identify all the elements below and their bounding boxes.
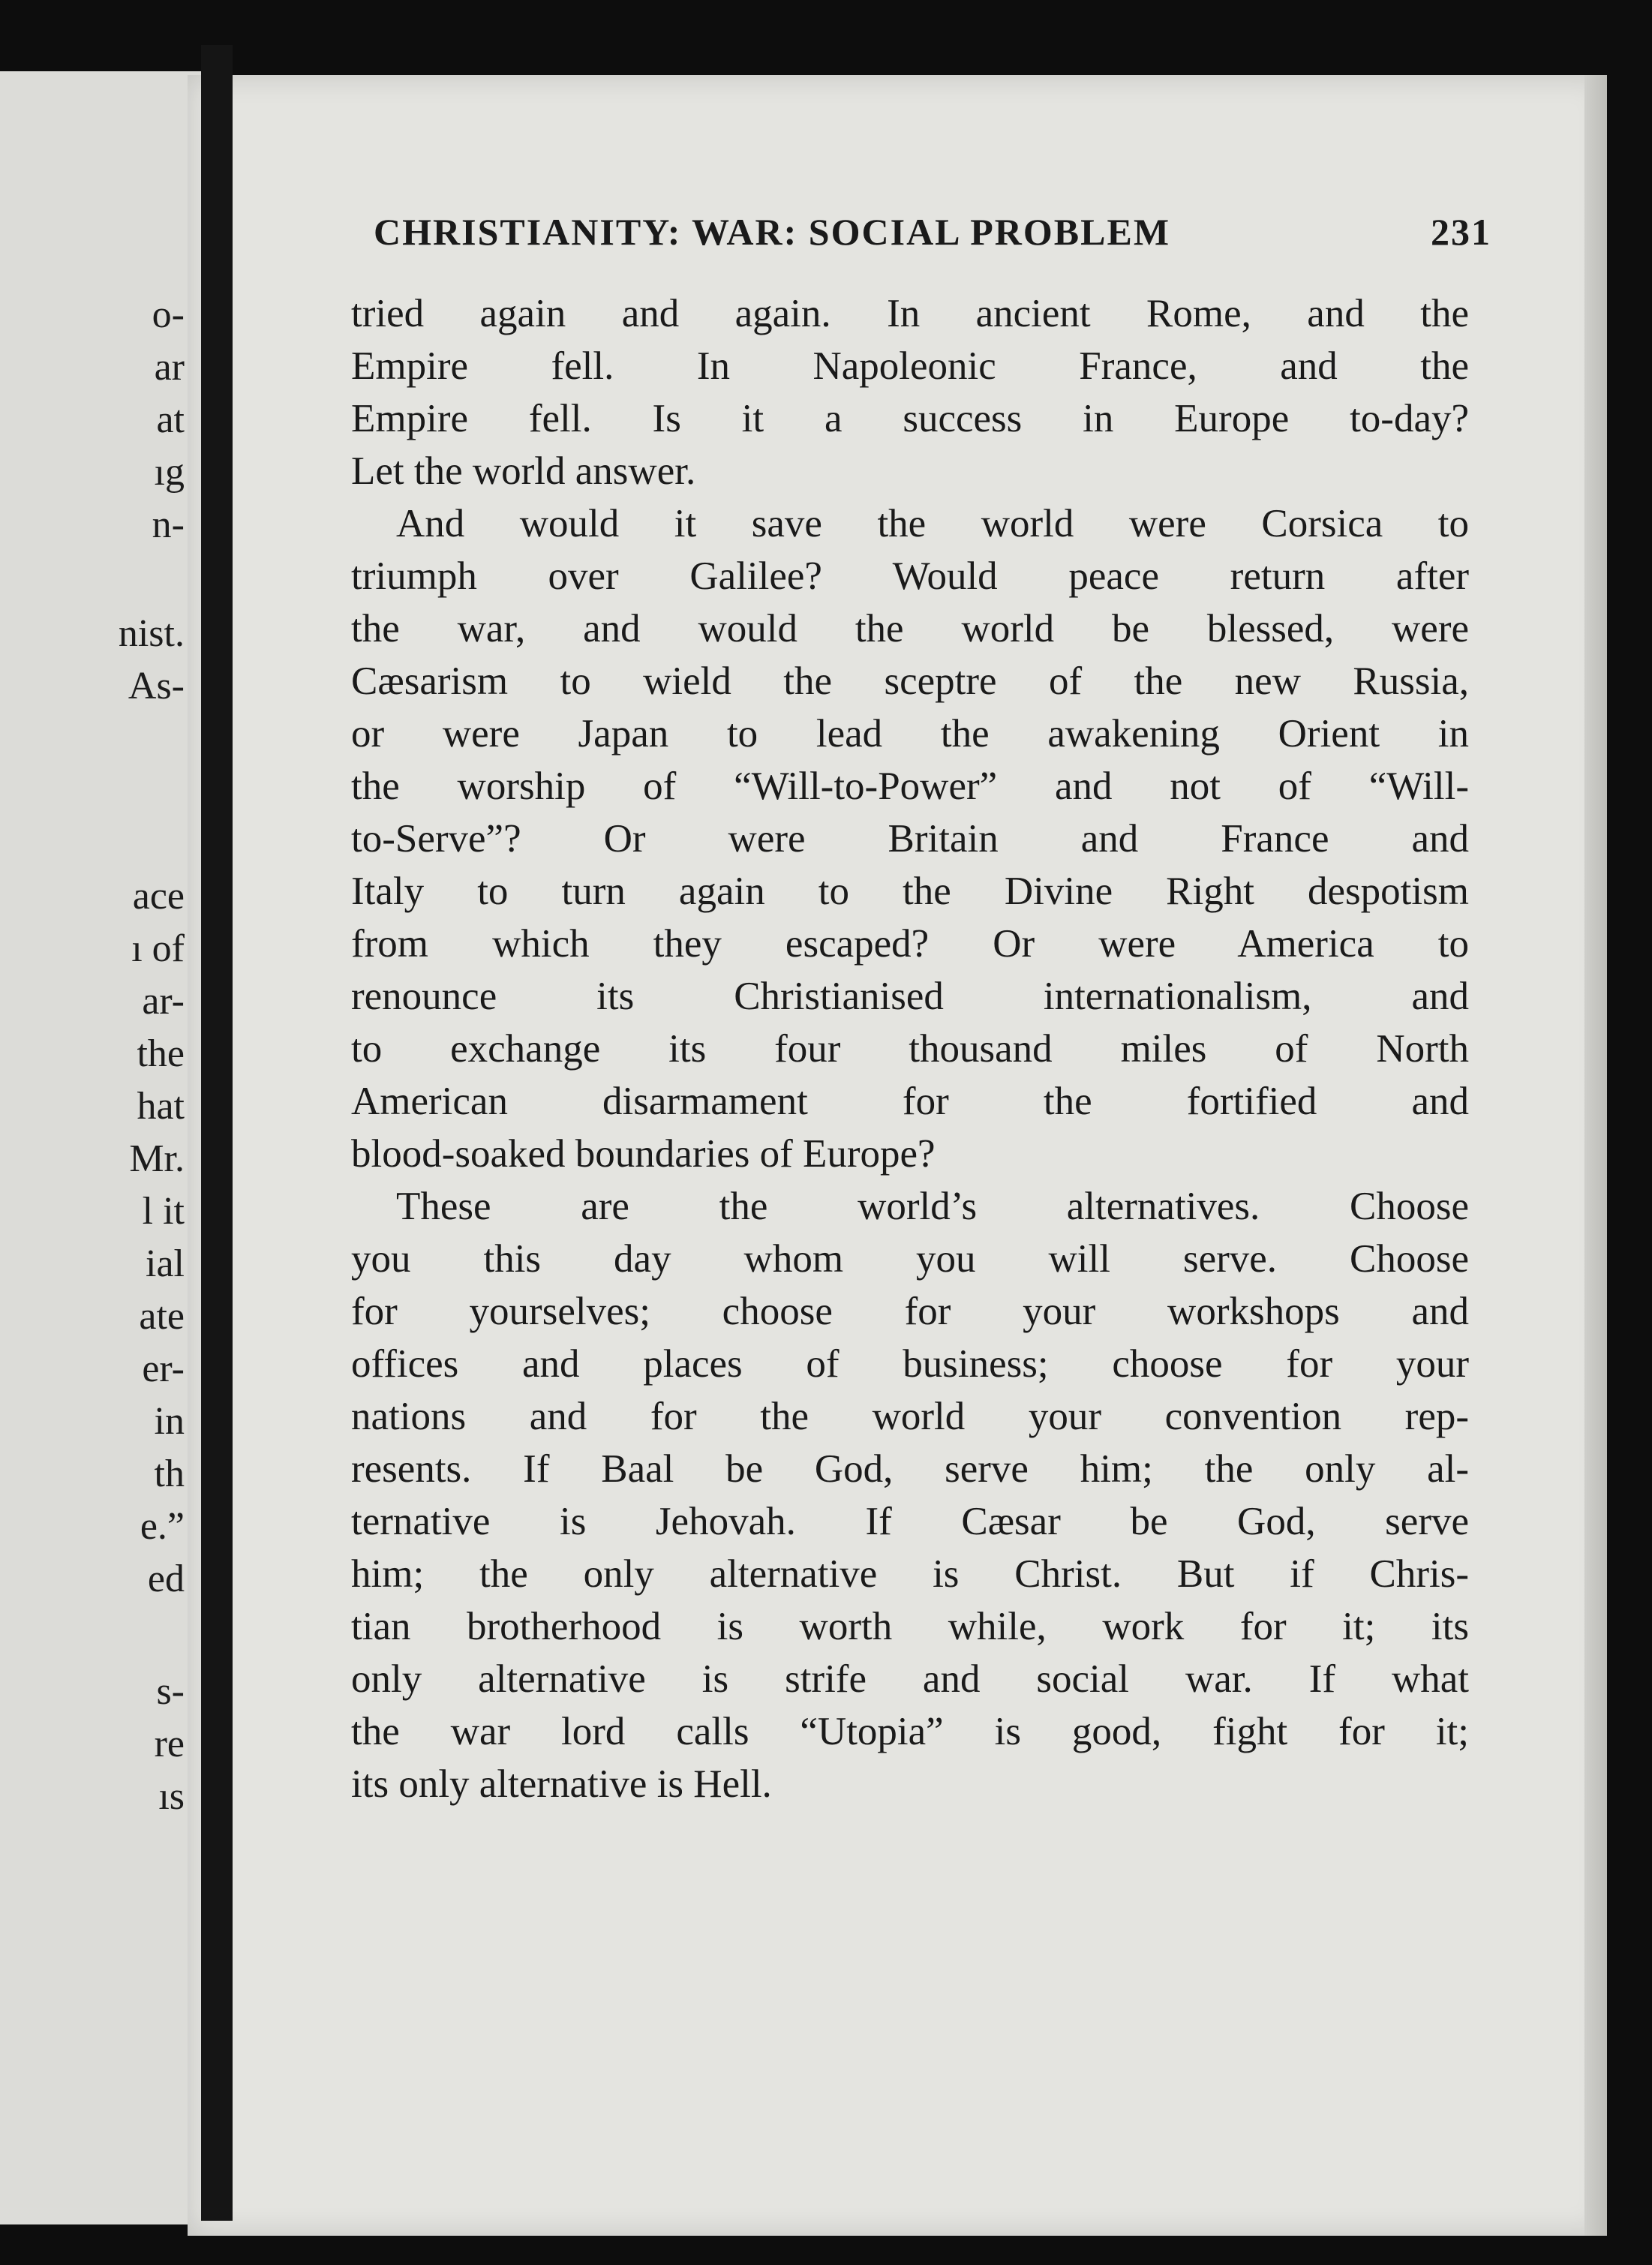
text-line: offices and places of business; choose for your (351, 1342, 1469, 1386)
text-line: for yourselves; choose for your workshops and (351, 1290, 1469, 1333)
left-page-fragment: ı of (131, 927, 185, 970)
text-line: Italy to turn again to the Divine Right despotism (351, 870, 1469, 913)
left-page-fragment: hat (137, 1085, 185, 1128)
text-line: Let the world answer. (351, 449, 696, 493)
left-page-fragment: Mr. (129, 1137, 185, 1180)
book-spine (201, 45, 233, 2221)
page-edge (1584, 75, 1607, 2236)
text-line: tried again and again. In ancient Rome, and the (351, 292, 1469, 335)
text-line: the worship of “Will-to-Power” and not of “Will- (351, 765, 1469, 808)
text-line: These are the world’s alternatives. Choose (396, 1185, 1469, 1228)
text-line: from which they escaped? Or were America to (351, 922, 1469, 966)
left-page-fragment: e.” (140, 1505, 185, 1548)
text-line: to exchange its four thousand miles of North (351, 1027, 1469, 1071)
text-line: nations and for the world your convention rep- (351, 1395, 1469, 1438)
text-line: only alternative is strife and social war. If what (351, 1657, 1469, 1701)
left-page-fragment: in (154, 1400, 185, 1443)
left-page-fragment: ıs (158, 1775, 185, 1818)
left-page-fragment: nist. (118, 612, 185, 655)
text-line: him; the only alternative is Christ. But if Chris- (351, 1552, 1469, 1596)
left-page-fragment: the (137, 1032, 185, 1075)
left-page-fragment: o- (152, 293, 185, 336)
text-line: Empire fell. In Napoleonic France, and the (351, 344, 1469, 388)
book-page (188, 75, 1607, 2236)
running-title: CHRISTIANITY: WAR: SOCIAL PROBLEM (374, 211, 1171, 253)
left-page-fragment: ar (154, 346, 185, 389)
text-line: blood-soaked boundaries of Europe? (351, 1132, 936, 1176)
text-line: the war, and would the world be blessed, were (351, 607, 1469, 650)
text-line: tian brotherhood is worth while, work for it; its (351, 1605, 1469, 1648)
left-page-fragment: ace (132, 875, 185, 918)
text-line: Empire fell. Is it a success in Europe to-day? (351, 397, 1469, 440)
left-page-fragment: n- (152, 503, 185, 546)
left-page-fragment: s- (156, 1670, 185, 1713)
text-line: And would it save the world were Corsica to (396, 502, 1469, 545)
left-page-fragment: l it (142, 1190, 185, 1233)
left-page-fragment: As- (128, 665, 185, 707)
facing-page-left (0, 71, 201, 2224)
left-page-fragment: th (154, 1452, 185, 1495)
text-line: renounce its Christianised internationalism, and (351, 975, 1469, 1018)
text-line: to-Serve”? Or were Britain and France and (351, 817, 1469, 861)
text-line: or were Japan to lead the awakening Orient in (351, 712, 1469, 756)
text-line: American disarmament for the fortified and (351, 1080, 1469, 1123)
left-page-fragment: ıg (154, 451, 185, 494)
text-line: triumph over Galilee? Would peace return after (351, 554, 1469, 598)
left-page-fragment: re (154, 1723, 185, 1765)
running-head (374, 210, 1491, 254)
left-page-fragment: ial (146, 1242, 185, 1285)
text-line: its only alternative is Hell. (351, 1762, 772, 1806)
text-line: you this day whom you will serve. Choose (351, 1237, 1469, 1281)
left-page-fragment: er- (142, 1347, 185, 1390)
text-line: Cæsarism to wield the sceptre of the new Russia, (351, 659, 1469, 703)
text-line: the war lord calls “Utopia” is good, fight for it; (351, 1710, 1469, 1753)
body-text (351, 287, 1469, 1810)
left-page-fragment: ar- (142, 980, 185, 1023)
left-page-fragment: ed (147, 1558, 185, 1600)
left-page-fragment: at (156, 398, 185, 441)
page-number: 231 (1431, 211, 1491, 253)
left-page-fragment: ate (139, 1295, 185, 1338)
text-line: ternative is Jehovah. If Cæsar be God, serve (351, 1500, 1469, 1543)
text-line: resents. If Baal be God, serve him; the only al- (351, 1447, 1469, 1491)
